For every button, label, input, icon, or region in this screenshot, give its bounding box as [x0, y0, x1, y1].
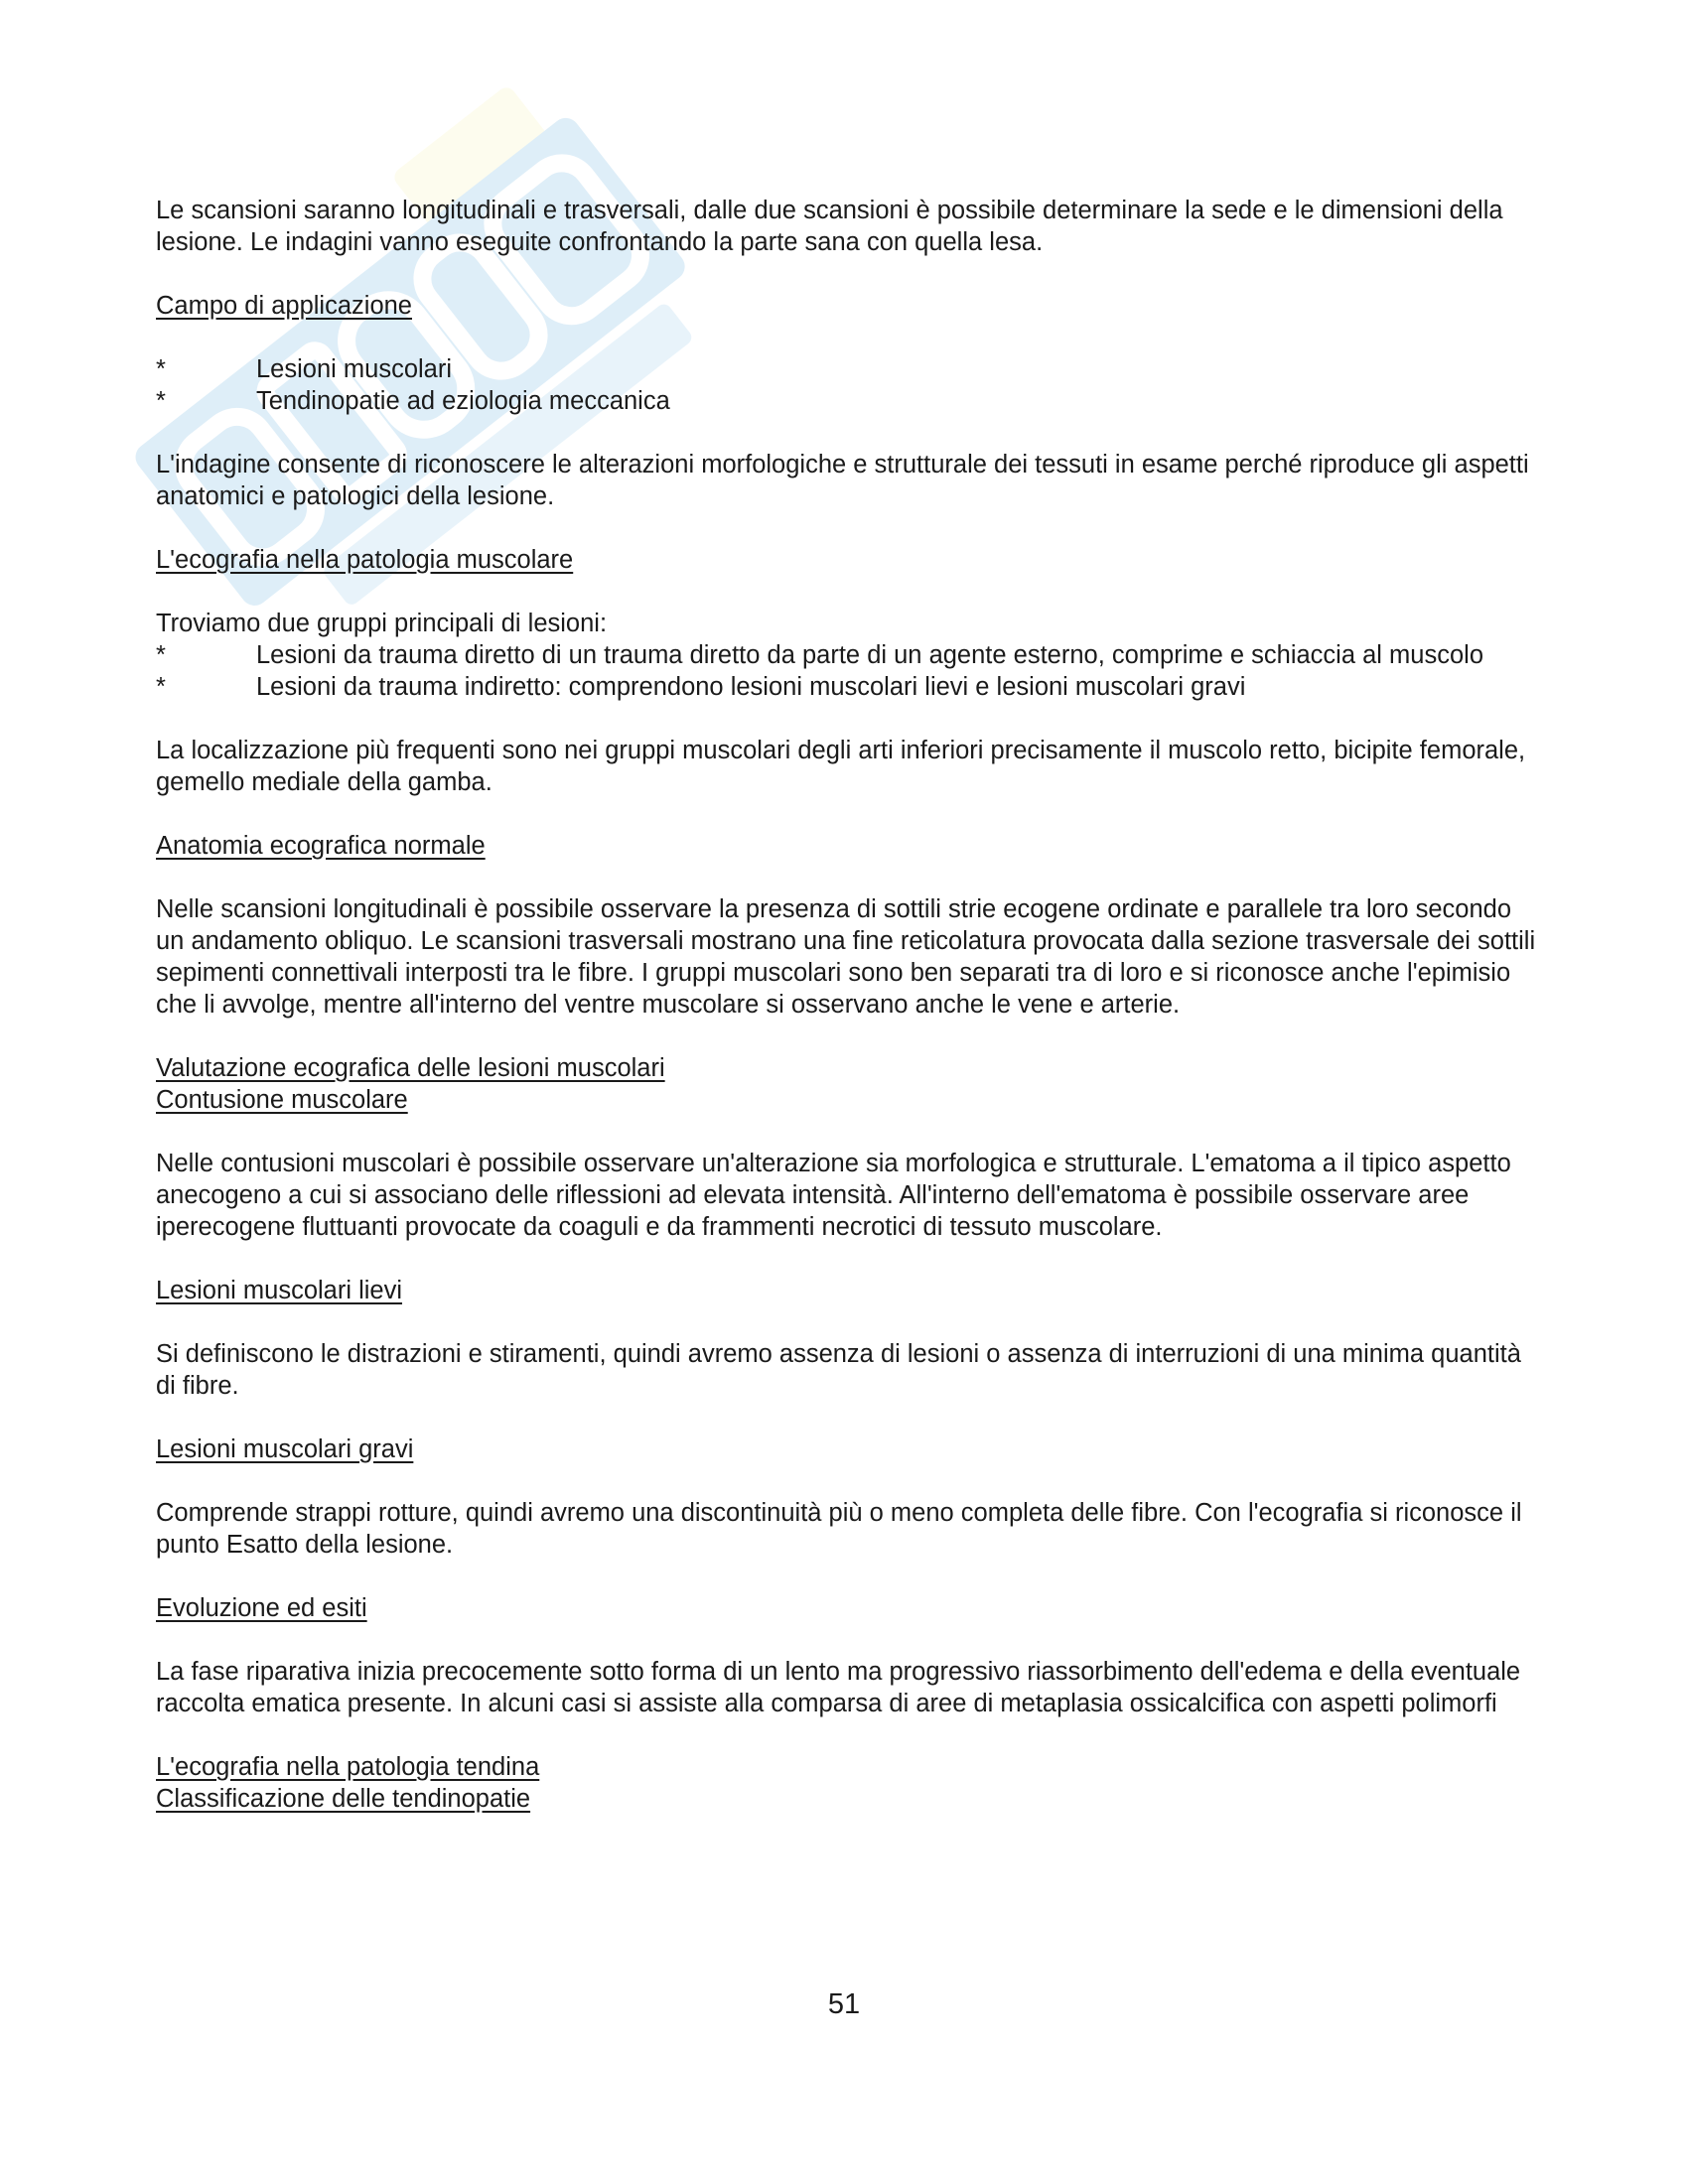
- list-item-text: Lesioni muscolari: [256, 355, 453, 383]
- bullet-star: *: [156, 673, 166, 701]
- bullet-star: *: [156, 641, 166, 669]
- heading-lesioni-lievi: Lesioni muscolari lievi: [156, 1277, 403, 1304]
- gruppi-intro: Troviamo due gruppi principali di lesioni:: [156, 610, 608, 637]
- paragraph-lievi: Si definiscono le distrazioni e stiramenti, quindi avremo assenza di lesioni o assenza di interruzioni di una minima quantità di fibre.: [156, 1340, 1521, 1400]
- paragraph-evoluzione: La fase riparativa inizia precocemente sotto forma di un lento ma progressivo riassorbimento dell'edema e della eventuale raccolta ematica presente. In alcuni casi si assiste alla comparsa di aree di metaplasia ossicalcifica con aspetti polimorfi: [156, 1658, 1521, 1717]
- paragraph-indagine: L'indagine consente di riconoscere le alterazioni morfologiche e strutturale dei tessuti in esame perché riproduce gli aspetti anatomici e patologici della lesione.: [156, 451, 1529, 510]
- page-number: 51: [827, 1988, 861, 2020]
- list-item: [156, 671, 1536, 703]
- list-item-text: Lesioni da trauma indiretto: comprendono lesioni muscolari lievi e lesioni muscolari gravi: [256, 673, 1246, 701]
- paragraph-contusioni: Nelle contusioni muscolari è possibile osservare un'alterazione sia morfologica e strutturale. L'ematoma a il tipico aspetto anecogeno a cui si associano delle riflessioni ad elevata intensità. All'interno dell'ematoma è possibile osservare aree iperecogene fluttuanti provocate da coaguli e da frammenti necrotici di tessuto muscolare.: [156, 1150, 1511, 1241]
- heading-anatomia-ecografica: Anatomia ecografica normale: [156, 832, 486, 860]
- list-item: [156, 353, 1536, 385]
- bullet-list-gruppi: [156, 639, 1536, 703]
- bullet-star: *: [156, 387, 166, 415]
- heading-valutazione-ecografica: Valutazione ecografica delle lesioni muscolari: [156, 1054, 665, 1082]
- paragraph-anatomia: Nelle scansioni longitudinali è possibile osservare la presenza di sottili strie ecogene ordinate e parallele tra loro secondo un andamento obliquo. Le scansioni trasversali mostrano una fine reticolatura provocata dalla sezione trasversale dei sottili sepimenti connettivali interposti tra le fibre. I gruppi muscolari sono ben separati tra di loro e si riconosce anche l'epimisio che li avvolge, mentre all'interno del ventre muscolare si osservano anche le vene e arterie.: [156, 895, 1536, 1019]
- list-item-text: Tendinopatie ad eziologia meccanica: [256, 387, 670, 415]
- document-body: [156, 195, 1536, 1846]
- paragraph-gravi: Comprende strappi rotture, quindi avremo una discontinuità più o meno completa delle fibre. Con l'ecografia si riconosce il punto Esatto della lesione.: [156, 1499, 1522, 1559]
- heading-lesioni-gravi: Lesioni muscolari gravi: [156, 1435, 414, 1463]
- heading-classificazione-tendinopatie: Classificazione delle tendinopatie: [156, 1785, 531, 1813]
- bullet-list-campo: [156, 353, 1536, 417]
- paragraph-scansioni: Le scansioni saranno longitudinali e trasversali, dalle due scansioni è possibile determinare la sede e le dimensioni della lesione. Le indagini vanno eseguite confrontando la parte sana con quella lesa.: [156, 197, 1503, 256]
- list-item-text: Lesioni da trauma diretto di un trauma diretto da parte di un agente esterno, comprime e schiaccia al muscolo: [256, 641, 1484, 669]
- list-item: [156, 385, 1536, 417]
- paragraph-localizzazione: La localizzazione più frequenti sono nei gruppi muscolari degli arti inferiori precisamente il muscolo retto, bicipite femorale, gemello mediale della gamba.: [156, 737, 1526, 796]
- list-item: [156, 639, 1536, 671]
- heading-ecografia-patologia-tendina: L'ecografia nella patologia tendina: [156, 1753, 540, 1781]
- heading-campo-di-applicazione: Campo di applicazione: [156, 292, 412, 320]
- heading-contusione-muscolare: Contusione muscolare: [156, 1086, 408, 1114]
- heading-ecografia-patologia-muscolare: L'ecografia nella patologia muscolare: [156, 546, 574, 574]
- heading-evoluzione-esiti: Evoluzione ed esiti: [156, 1594, 367, 1622]
- bullet-star: *: [156, 355, 166, 383]
